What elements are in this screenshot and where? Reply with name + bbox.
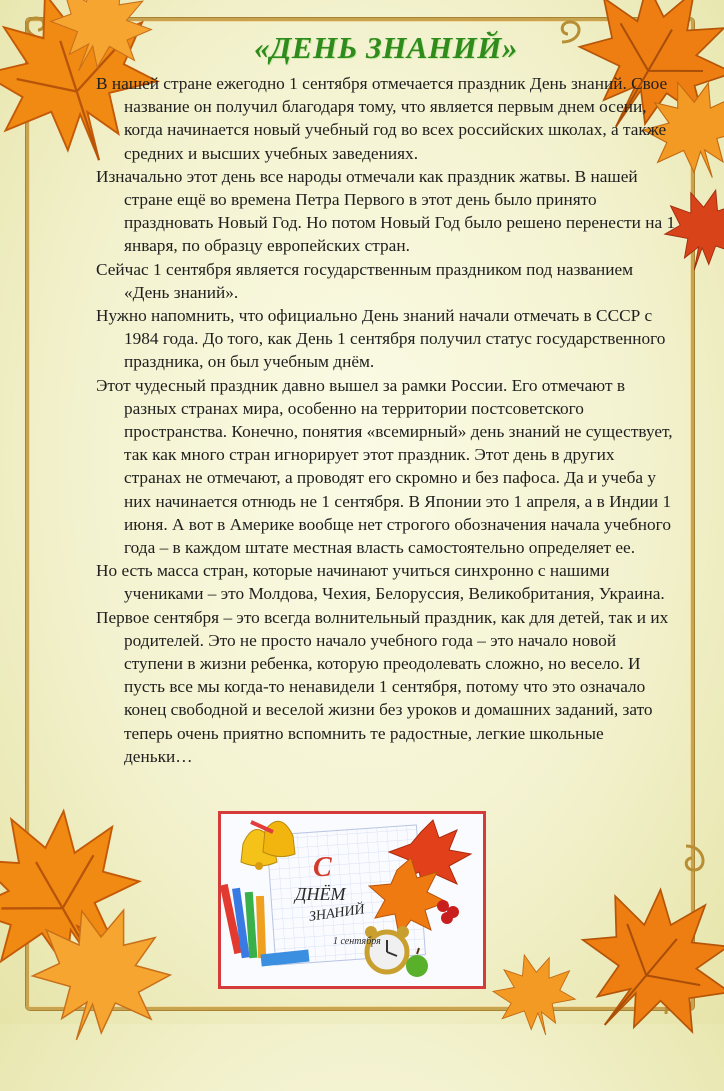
paragraph: Изначально этот день все народы отмечали как праздник жатвы. В нашей стране ещё во времена Петра Первого в этот день было принято праздновать Новый Год. Но потом Новый Год было решено перенести на 1 января, по образцу европейских стран. bbox=[96, 166, 676, 256]
alarm-clock-icon bbox=[365, 926, 409, 972]
paragraph: Этот чудесный праздник давно вышел за рамки России. Его отмечают в разных странах мира, особенно на территории постсоветского пространства. Конечно, понятия «всемирный» день знаний не существует, так как много стран игнорирует этот праздник. Этот день в других странах не отмечают, а проводят его скромно и без пафоса. Да и учеба у них начинается отнюдь не 1 сентября. В Японии это 1 апреля, а в Индии 1 июня. А вот в Америке вообще нет строгого обозначения начала учебного года – в каждом штате местная власть самостоятельно определяет ее. bbox=[96, 375, 673, 558]
card-line-3: 1 сентября bbox=[333, 936, 381, 947]
card-letter: С bbox=[313, 852, 332, 883]
paragraph: Первое сентября – это всегда волнительный праздник, как для детей, так и их родителей. Это не просто начало учебного года – это начало новой ступени в жизни ребенка, которую преодолевать сложно, но весело. И пусть все мы когда-то ненавидели 1 сентября, потому что это означало конец свободной и веселой жизни без уроков и домашних заданий, зато теперь очень приятно вспомнить те радостные, легкие школьные деньки… bbox=[96, 607, 669, 766]
paragraph: Но есть масса стран, которые начинают учиться синхронно с нашими учениками – это Молдова, Чехия, Белоруссия, Великобритания, Украина. bbox=[96, 561, 665, 604]
article bbox=[96, 30, 676, 768]
page-title: «ДЕНЬ ЗНАНИЙ» bbox=[254, 30, 518, 65]
day-of-knowledge-card-image bbox=[218, 811, 486, 989]
card-line-1: ДНЁМ bbox=[295, 884, 346, 904]
card-line-2: ЗНАНИЙ bbox=[308, 902, 366, 925]
paragraph: В нашей стране ежегодно 1 сентября отмечается праздник День знаний. Свое название он получил благодаря тому, что является первым днем осени, когда начинается новый учебный год во всех российских школах, а также средних и высших учебных заведениях. bbox=[96, 74, 668, 163]
paragraph: Нужно напомнить, что официально День знаний начали отмечать в СССР с 1984 года. До того, как День 1 сентября получил статус государственного праздника, он был учебным днём. bbox=[96, 306, 666, 372]
paragraph: Сейчас 1 сентября является государственным праздником под названием «День знаний». bbox=[96, 259, 634, 302]
pencils-icon bbox=[221, 884, 266, 958]
frame-curl-icon bbox=[676, 840, 716, 880]
